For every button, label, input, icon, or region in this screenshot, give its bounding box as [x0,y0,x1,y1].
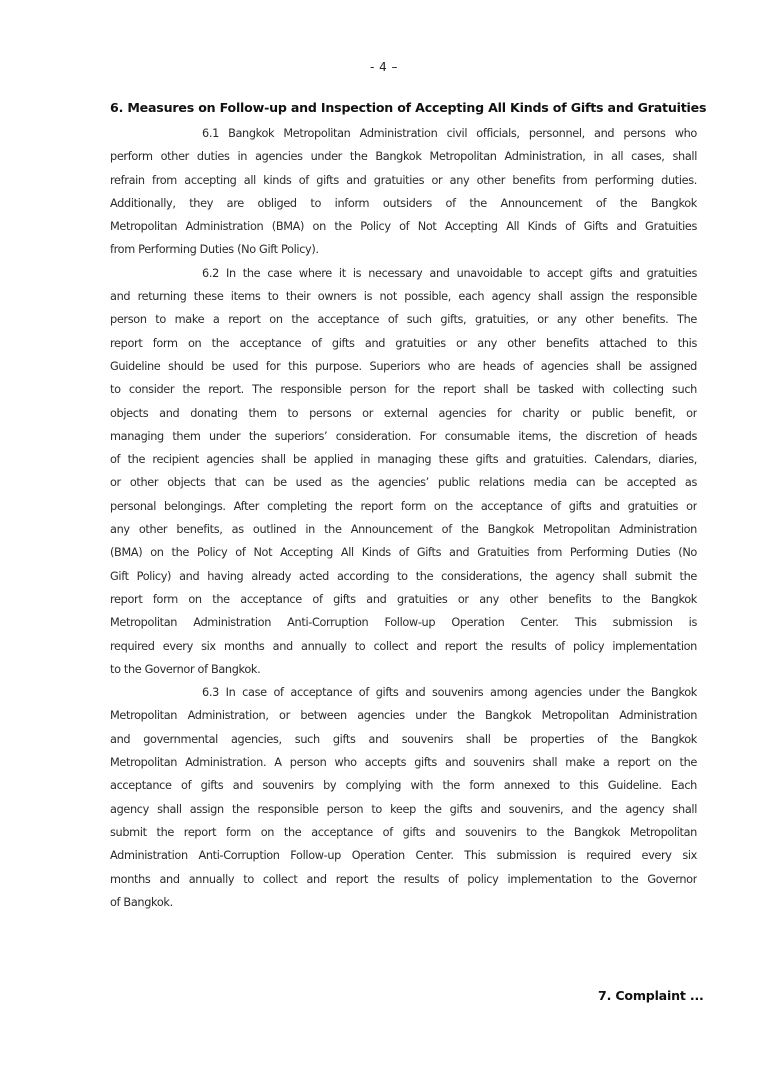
text-line: Metropolitan Administration. A person who accepts gifts and souvenirs shall make a report on the [110,756,697,770]
text-line: 6.2 In the case where it is necessary and unavoidable to accept gifts and gratuities [202,266,697,280]
text-line: to consider the report. The responsible person for the report shall be tasked with collecting such [110,383,697,397]
text-line: Gift Policy) and having already acted according to the considerations, the agency shall submit the [110,569,697,583]
next-page-catchword: 7. Complaint ... [598,988,704,1003]
text-line: or other objects that can be used as the agencies’ public relations media can be accepted as [110,476,697,490]
section-heading: 6. Measures on Follow-up and Inspection of Accepting All Kinds of Gifts and Gratuities [110,100,707,115]
text-line: Metropolitan Administration Anti-Corruption Follow-up Operation Center. This submission is [110,616,697,630]
text-line: managing them under the superiors’ consideration. For consumable items, the discretion of heads [110,429,697,443]
text-line: (BMA) on the Policy of Not Accepting All Kinds of Gifts and Gratuities from Performing Duties (No [110,546,697,560]
paragraph-6-2 [110,262,697,681]
text-line: and governmental agencies, such gifts and souvenirs shall be properties of the Bangkok [110,732,697,746]
text-line: 6.3 In case of acceptance of gifts and souvenirs among agencies under the Bangkok [202,686,697,700]
paragraph-6-3 [110,681,697,914]
text-line: person to make a report on the acceptance of such gifts, gratuities, or any other benefits. The [110,313,697,327]
text-line: to the Governor of Bangkok. [110,662,261,676]
text-line: and returning these items to their owners is not possible, each agency shall assign the responsible [110,290,697,304]
text-line: Metropolitan Administration, or between agencies under the Bangkok Metropolitan Administration [110,709,697,723]
text-line: acceptance of gifts and souvenirs by complying with the form annexed to this Guideline. Each [110,779,697,793]
text-line: months and annually to collect and report the results of policy implementation to the Governor [110,872,697,886]
document-body [110,122,697,914]
text-line: of Bangkok. [110,895,173,909]
text-line: perform other duties in agencies under the Bangkok Metropolitan Administration, in all cases, shall [110,150,697,164]
text-line: objects and donating them to persons or external agencies for charity or public benefit, or [110,406,697,420]
text-line: agency shall assign the responsible person to keep the gifts and souvenirs, and the agency shall [110,802,697,816]
text-line: any other benefits, as outlined in the Announcement of the Bangkok Metropolitan Administration [110,523,697,537]
text-line: report form on the acceptance of gifts and gratuities or any other benefits attached to this [110,336,697,350]
text-line: of the recipient agencies shall be applied in managing these gifts and gratuities. Calendars, diaries, [110,453,697,467]
text-line: Metropolitan Administration (BMA) on the Policy of Not Accepting All Kinds of Gifts and Gratuities [110,220,697,234]
page-number: - 4 – [369,60,399,74]
text-line: from Performing Duties (No Gift Policy). [110,243,319,257]
text-line: submit the report form on the acceptance of gifts and souvenirs to the Bangkok Metropolitan [110,825,697,839]
text-line: Guideline should be used for this purpose. Superiors who are heads of agencies shall be assigned [110,359,697,373]
text-line: 6.1 Bangkok Metropolitan Administration civil officials, personnel, and persons who [202,127,697,140]
paragraph-6-1 [110,122,697,262]
text-line: required every six months and annually to collect and report the results of policy implementation [110,639,697,653]
text-line: Additionally, they are obliged to inform outsiders of the Announcement of the Bangkok [110,196,697,210]
text-line: report form on the acceptance of gifts and gratuities or any other benefits to the Bangkok [110,592,697,606]
text-line: refrain from accepting all kinds of gifts and gratuities or any other benefits from performing duties. [110,173,697,187]
text-line: personal belongings. After completing the report form on the acceptance of gifts and gratuities or [110,499,697,513]
text-line: Administration Anti-Corruption Follow-up Operation Center. This submission is required every six [110,849,697,863]
